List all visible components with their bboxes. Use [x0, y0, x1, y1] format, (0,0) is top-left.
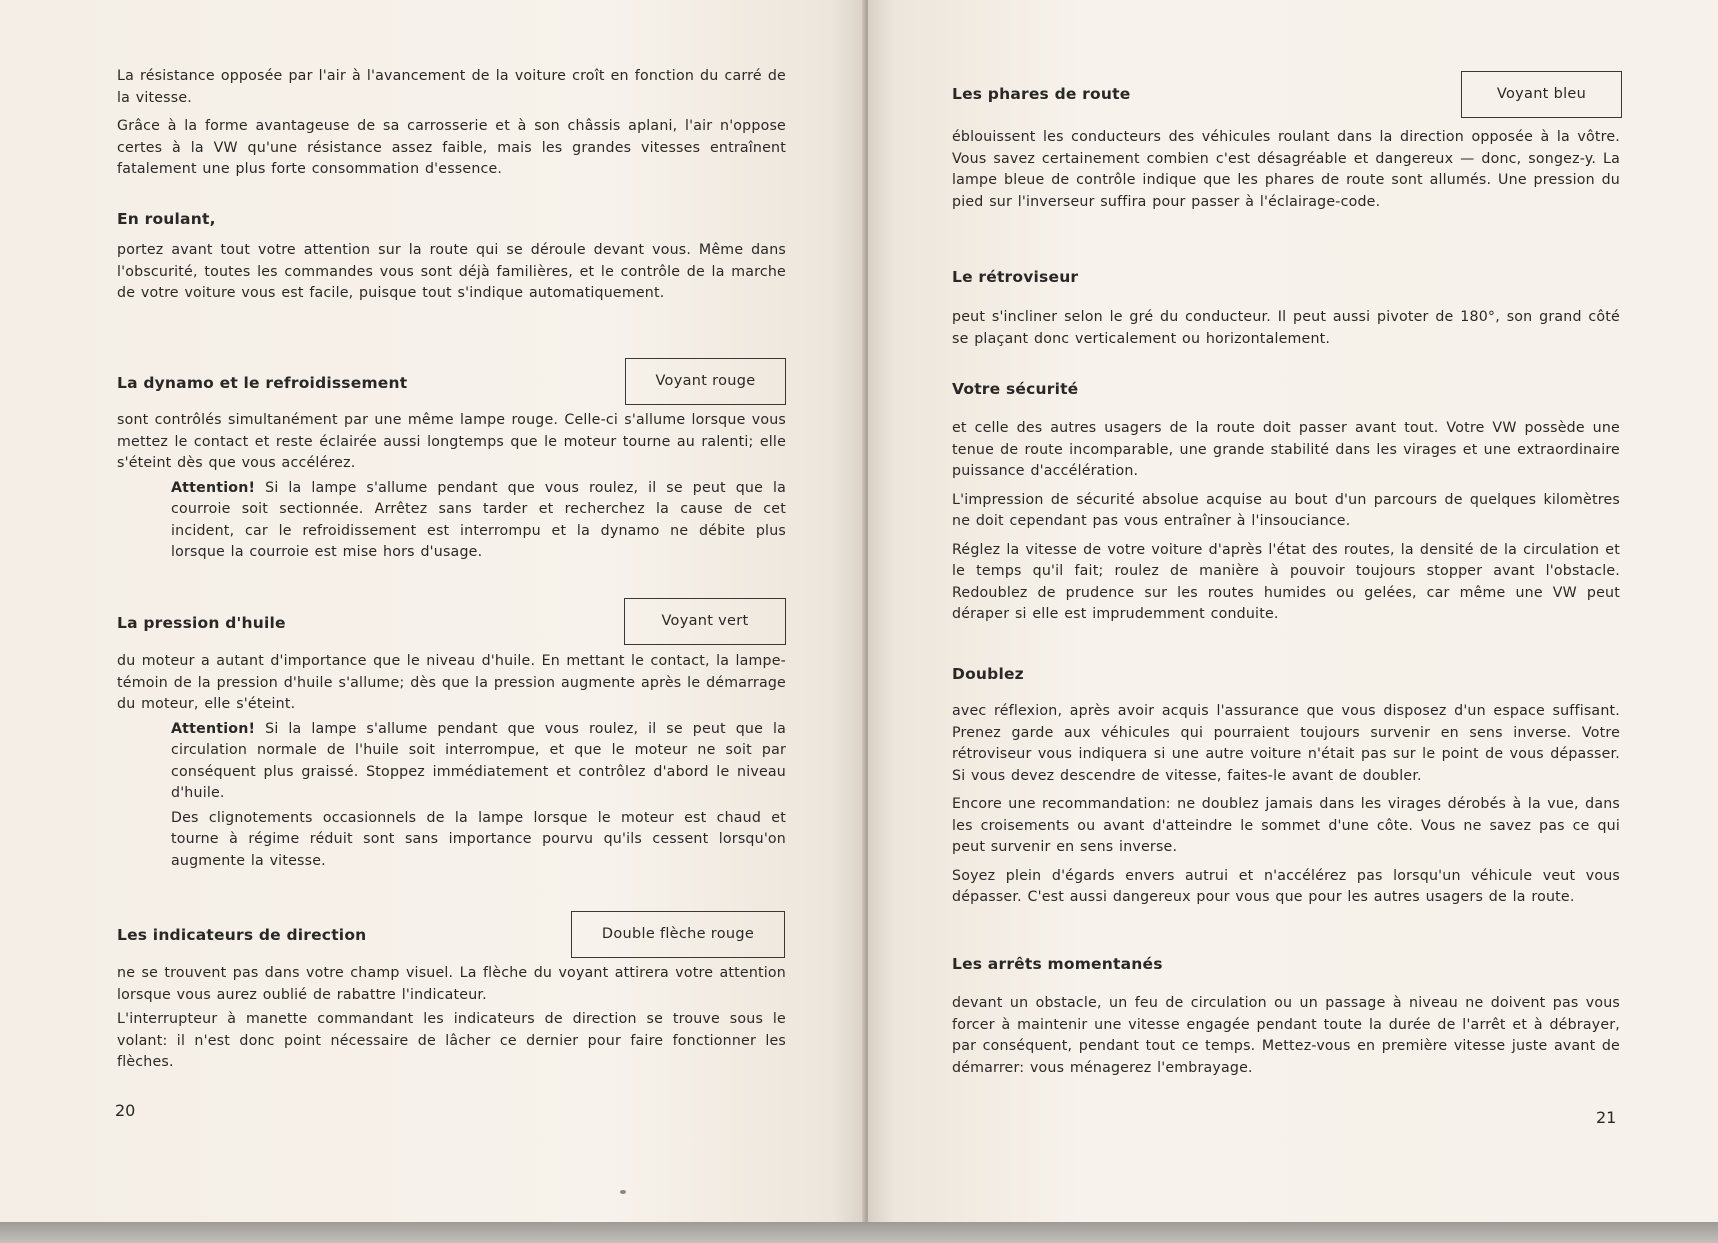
doublez-paragraph-1: avec réflexion, après avoir acquis l'assurance que vous disposez d'un espace suffisant. Prenez garde aux véhicules qui pourraient toujours survenir en sens inverse. Votre rétroviseur vous indiquera si une autre voiture n'était pas sur le point de vous dépasser. Si vous devez descendre de vitesse, faites-le avant de doubler. [952, 703, 1620, 784]
heading-indicateurs: Les indicateurs de direction [117, 926, 367, 944]
heading-pression-huile: La pression d'huile [117, 614, 286, 632]
dynamo-attention [117, 478, 786, 564]
dynamo-attention-label: Attention! [171, 479, 256, 496]
right-page [868, 0, 1718, 1222]
doublez-paragraph-2: Encore une recommandation: ne doublez jamais dans les virages dérobés à la vue, dans les croisements ou avant d'atteindre le sommet d'une côte. Vous ne savez pas ce qui peut survenir en sens inverse. [952, 796, 1620, 855]
heading-doublez: Doublez [952, 665, 1024, 683]
heading-en-roulant: En roulant, [117, 210, 216, 228]
indicator-box-voyant-vert: Voyant vert [624, 598, 786, 645]
intro-block [117, 66, 786, 181]
paper-speck [620, 1190, 626, 1194]
intro-paragraph-2: Grâce à la forme avantageuse de sa carrosserie et à son châssis aplani, l'air n'oppose certes à la VW qu'une résistance assez faible, mais les grandes vitesses entraînent fatalement une plus forte consommation d'essence. [117, 118, 786, 177]
huile-attention-label: Attention! [171, 720, 256, 737]
roulant-text: portez avant tout votre attention sur la route qui se déroule devant vous. Même dans l'obscurité, toutes les commandes vous sont déjà familières, et le contrôle de la marche de votre voiture vous est facile, puisque tout s'indique automatiquement. [117, 242, 786, 301]
dynamo-attention-text: Si la lampe s'allume pendant que vous roulez, il se peut que la courroie soit sectionnée. Arrêtez sans tarder et recherchez la cause de cet incident, car le refroidissement est interrompu et la dynamo ne débite plus lorsque la courroie est mise hors d'usage. [171, 479, 786, 560]
indicateurs-block [117, 963, 786, 1074]
retroviseur-block [952, 307, 1620, 350]
heading-retroviseur: Le rétroviseur [952, 268, 1079, 286]
roulant-block [117, 240, 786, 305]
indicator-box-voyant-bleu: Voyant bleu [1461, 71, 1622, 118]
page-number-left: 20 [115, 1101, 136, 1120]
securite-paragraph-1: et celle des autres usagers de la route doit passer avant tout. Votre VW possède une tenue de route incomparable, une grande stabilité dans les virages et une extraordinaire puissance d'accélération. [952, 420, 1620, 479]
huile-block [117, 651, 786, 872]
indicator-box-double-fleche: Double flèche rouge [571, 911, 785, 958]
arrets-text: devant un obstacle, un feu de circulation ou un passage à niveau ne doivent pas vous forcer à maintenir une vitesse engagée pendant toute la durée de l'arrêt et à débrayer, par conséquent, pendant tout ce temps. Mettez-vous en première vitesse juste avant de démarrer: vous ménagerez l'embrayage. [952, 995, 1620, 1076]
huile-note: Des clignotements occasionnels de la lampe lorsque le moteur est chaud et tourne à régime réduit sont sans importance pourvu qu'ils cessent lorsqu'on augmente la vitesse. [171, 809, 786, 869]
indicateurs-text-2: L'interrupteur à manette commandant les indicateurs de direction se trouve sous le volant: il n'est donc point nécessaire de lâcher ce dernier pour faire fonctionner les flèches. [117, 1011, 786, 1070]
securite-paragraph-2: L'impression de sécurité absolue acquise au bout d'un parcours de quelques kilomètres ne doit cependant pas vous entraîner à l'insouciance. [952, 491, 1620, 529]
heading-arrets: Les arrêts momentanés [952, 955, 1163, 973]
indicator-box-voyant-rouge: Voyant rouge [625, 358, 786, 405]
heading-securite: Votre sécurité [952, 380, 1079, 398]
arrets-block [952, 993, 1620, 1079]
heading-phares: Les phares de route [952, 85, 1131, 103]
retroviseur-text: peut s'incliner selon le gré du conducteur. Il peut aussi pivoter de 180°, son grand côté se plaçant donc verticalement ou horizontalement. [952, 309, 1620, 347]
dynamo-text: sont contrôlés simultanément par une même lampe rouge. Celle-ci s'allume lorsque vous mettez le contact et reste éclairée aussi longtemps que le moteur tourne au ralenti; elle s'éteint dès que vous accélérez. [117, 412, 786, 471]
heading-dynamo: La dynamo et le refroidissement [117, 374, 408, 392]
doublez-paragraph-3: Soyez plein d'égards envers autrui et n'accélérez pas lorsqu'un véhicule veut vous dépasser. C'est aussi dangereux pour vous que pour les autres usagers de la route. [952, 867, 1620, 905]
phares-text: éblouissent les conducteurs des véhicules roulant dans la direction opposée à la vôtre. Vous savez certainement combien c'est désagréable et dangereux — donc, songez-y. La lampe bleue de contrôle indique que les phares de route sont allumés. Une pression du pied sur l'inverseur suffira pour passer à l'éclairage-code. [952, 129, 1620, 210]
huile-text: du moteur a autant d'importance que le niveau d'huile. En mettant le contact, la lampe-témoin de la pression d'huile s'allume; dès que la pression augmente après le démarrage du moteur, elle s'éteint. [117, 653, 786, 712]
intro-paragraph-1: La résistance opposée par l'air à l'avancement de la voiture croît en fonction du carré de la vitesse. [117, 68, 786, 106]
securite-paragraph-3: Réglez la vitesse de votre voiture d'après l'état des routes, la densité de la circulation et le temps qu'il fait; roulez de manière à pouvoir toujours stopper avant l'obstacle. Redoublez de prudence sur les routes humides ou gelées, car même une VW peut déraper si elle est imprudemment conduite. [952, 541, 1620, 622]
securite-block [952, 418, 1620, 626]
phares-block [952, 127, 1620, 213]
huile-attention-text: Si la lampe s'allume pendant que vous roulez, il se peut que la circulation normale de l'huile soit interrompue, et que le moteur ne soit par conséquent plus graissé. Stoppez immédiatement et contrôlez d'abord le niveau d'huile. [171, 720, 786, 801]
dynamo-block [117, 410, 786, 564]
page-number-right: 21 [1596, 1108, 1617, 1127]
left-page [0, 0, 866, 1222]
background-surface [0, 1222, 1718, 1243]
doublez-block [952, 701, 1620, 909]
indicateurs-text-1: ne se trouvent pas dans votre champ visuel. La flèche du voyant attirera votre attention lorsque vous aurez oublié de rabattre l'indicateur. [117, 965, 786, 1003]
huile-attention [117, 719, 786, 805]
